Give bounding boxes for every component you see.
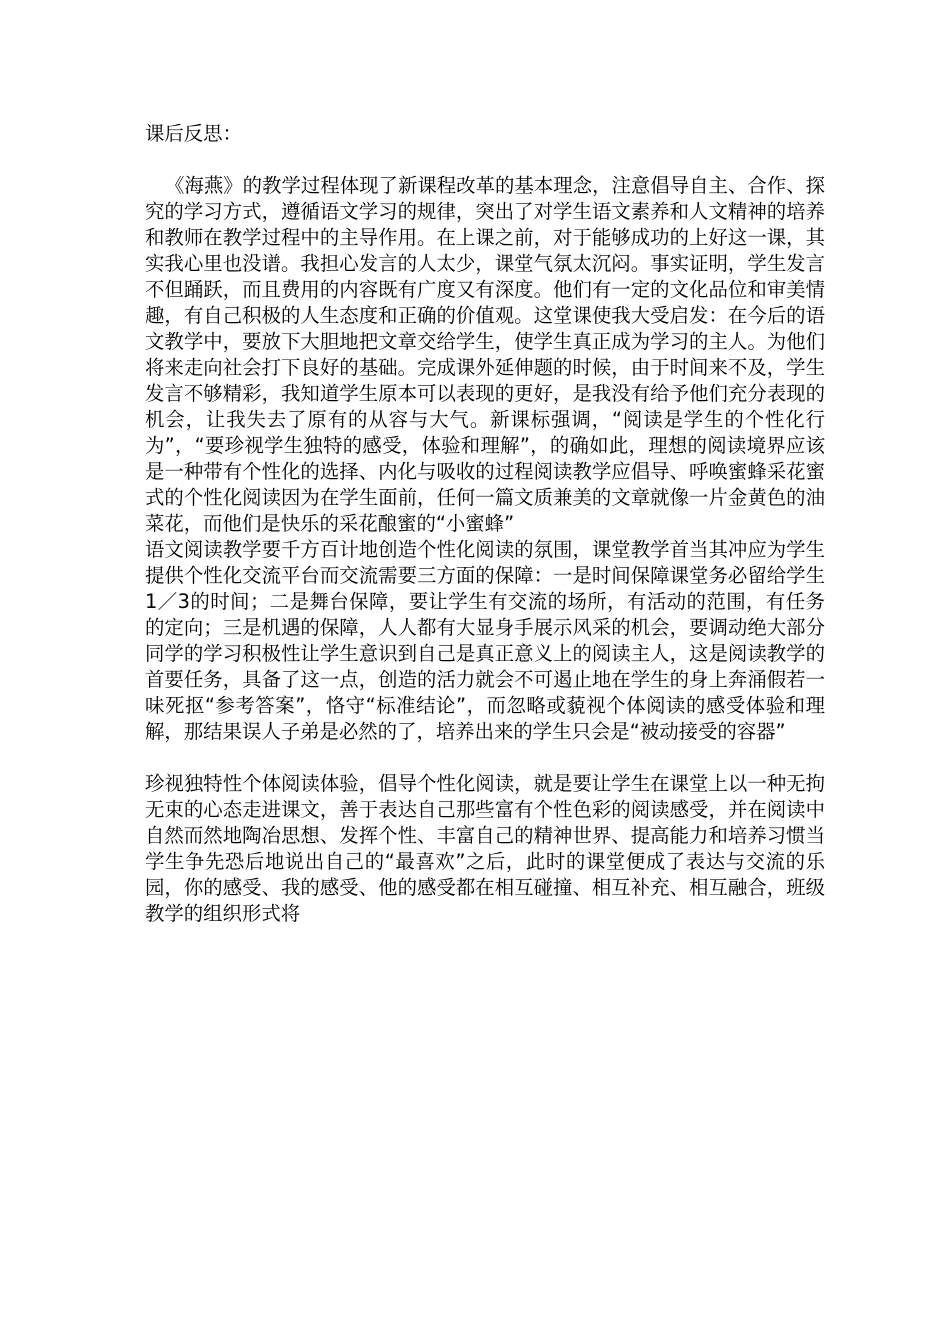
paragraph-individual-reading: 珍视独特性个体阅读体验，倡导个性化阅读，就是要让学生在课堂上以一种无拘无束的心态走进课文，善于表达自己那些富有个性色彩的阅读感受，并在阅读中自然而然地陶冶思想、发挥个性、丰富自己的精神世界、提高能力和培养习惯当学生争先恐后地说出自己的“最喜欢”之后，此时的课堂便成了表达与交流的乐园，你的感受、我的感受、他的感受都在相互碰撞、相互补充、相互融合，班级教学的组织形式将 — [145, 772, 825, 925]
document-body — [145, 121, 825, 927]
document-heading: 课后反思： — [145, 122, 242, 145]
paragraph-reading-atmosphere: 语文阅读教学要千方百计地创造个性化阅读的氛围，课堂教学首当其冲应为学生提供个性化交流平台而交流需要三方面的保障：一是时间保障课堂务必留给学生1／3的时间；二是舞台保障，要让学生有交流的场所，有活动的范围，有任务的定向；三是机遇的保障，人人都有大显身手展示风采的机会，要调动绝大部分同学的学习积极性让学生意识到自己是真正意义上的阅读主人，这是阅读教学的首要任务，具备了这一点，创造的活力就会不可遏止地在学生的身上奔涌假若一味死抠“参考答案”，恪守“标准结论”，而忽略或藐视个体阅读的感受体验和理解，那结果误人子弟是必然的了，培养出来的学生只会是“被动接受的容器” — [145, 538, 825, 743]
paragraph-spacer — [145, 745, 825, 771]
paragraph-reflection: 《海燕》的教学过程体现了新课程改革的基本理念，注意倡导自主、合作、探究的学习方式，遵循语文学习的规律，突出了对学生语文素养和人文精神的培养和教师在教学过程中的主导作用。在上课之前，对于能够成功的上好这一课，其实我心里也没谱。我担心发言的人太少，课堂气氛太沉闷。事实证明，学生发言不但踊跃，而且费用的内容既有广度又有深度。他们有一定的文化品位和审美情趣，有自己积极的人生态度和正确的价值观。这堂课使我大受启发：在今后的语文教学中，要放下大胆地把文章交给学生，使学生真正成为学习的主人。为他们将来走向社会打下良好的基础。完成课外延伸题的时候，由于时间来不及，学生发言不够精彩，我知道学生原本可以表现的更好，是我没有给予他们充分表现的机会，让我失去了原有的从容与大气。新课标强调，“阅读是学生的个性化行为”，“要珍视学生独特的感受，体验和理解”，的确如此，理想的阅读境界应该是一种带有个性化的选择、内化与吸收的过程阅读教学应倡导、呼唤蜜蜂采花蜜式的个性化阅读因为在学生面前，任何一篇文质兼美的文章就像一片金黄色的油菜花，而他们是快乐的采花酿蜜的“小蜜蜂” — [145, 174, 825, 535]
